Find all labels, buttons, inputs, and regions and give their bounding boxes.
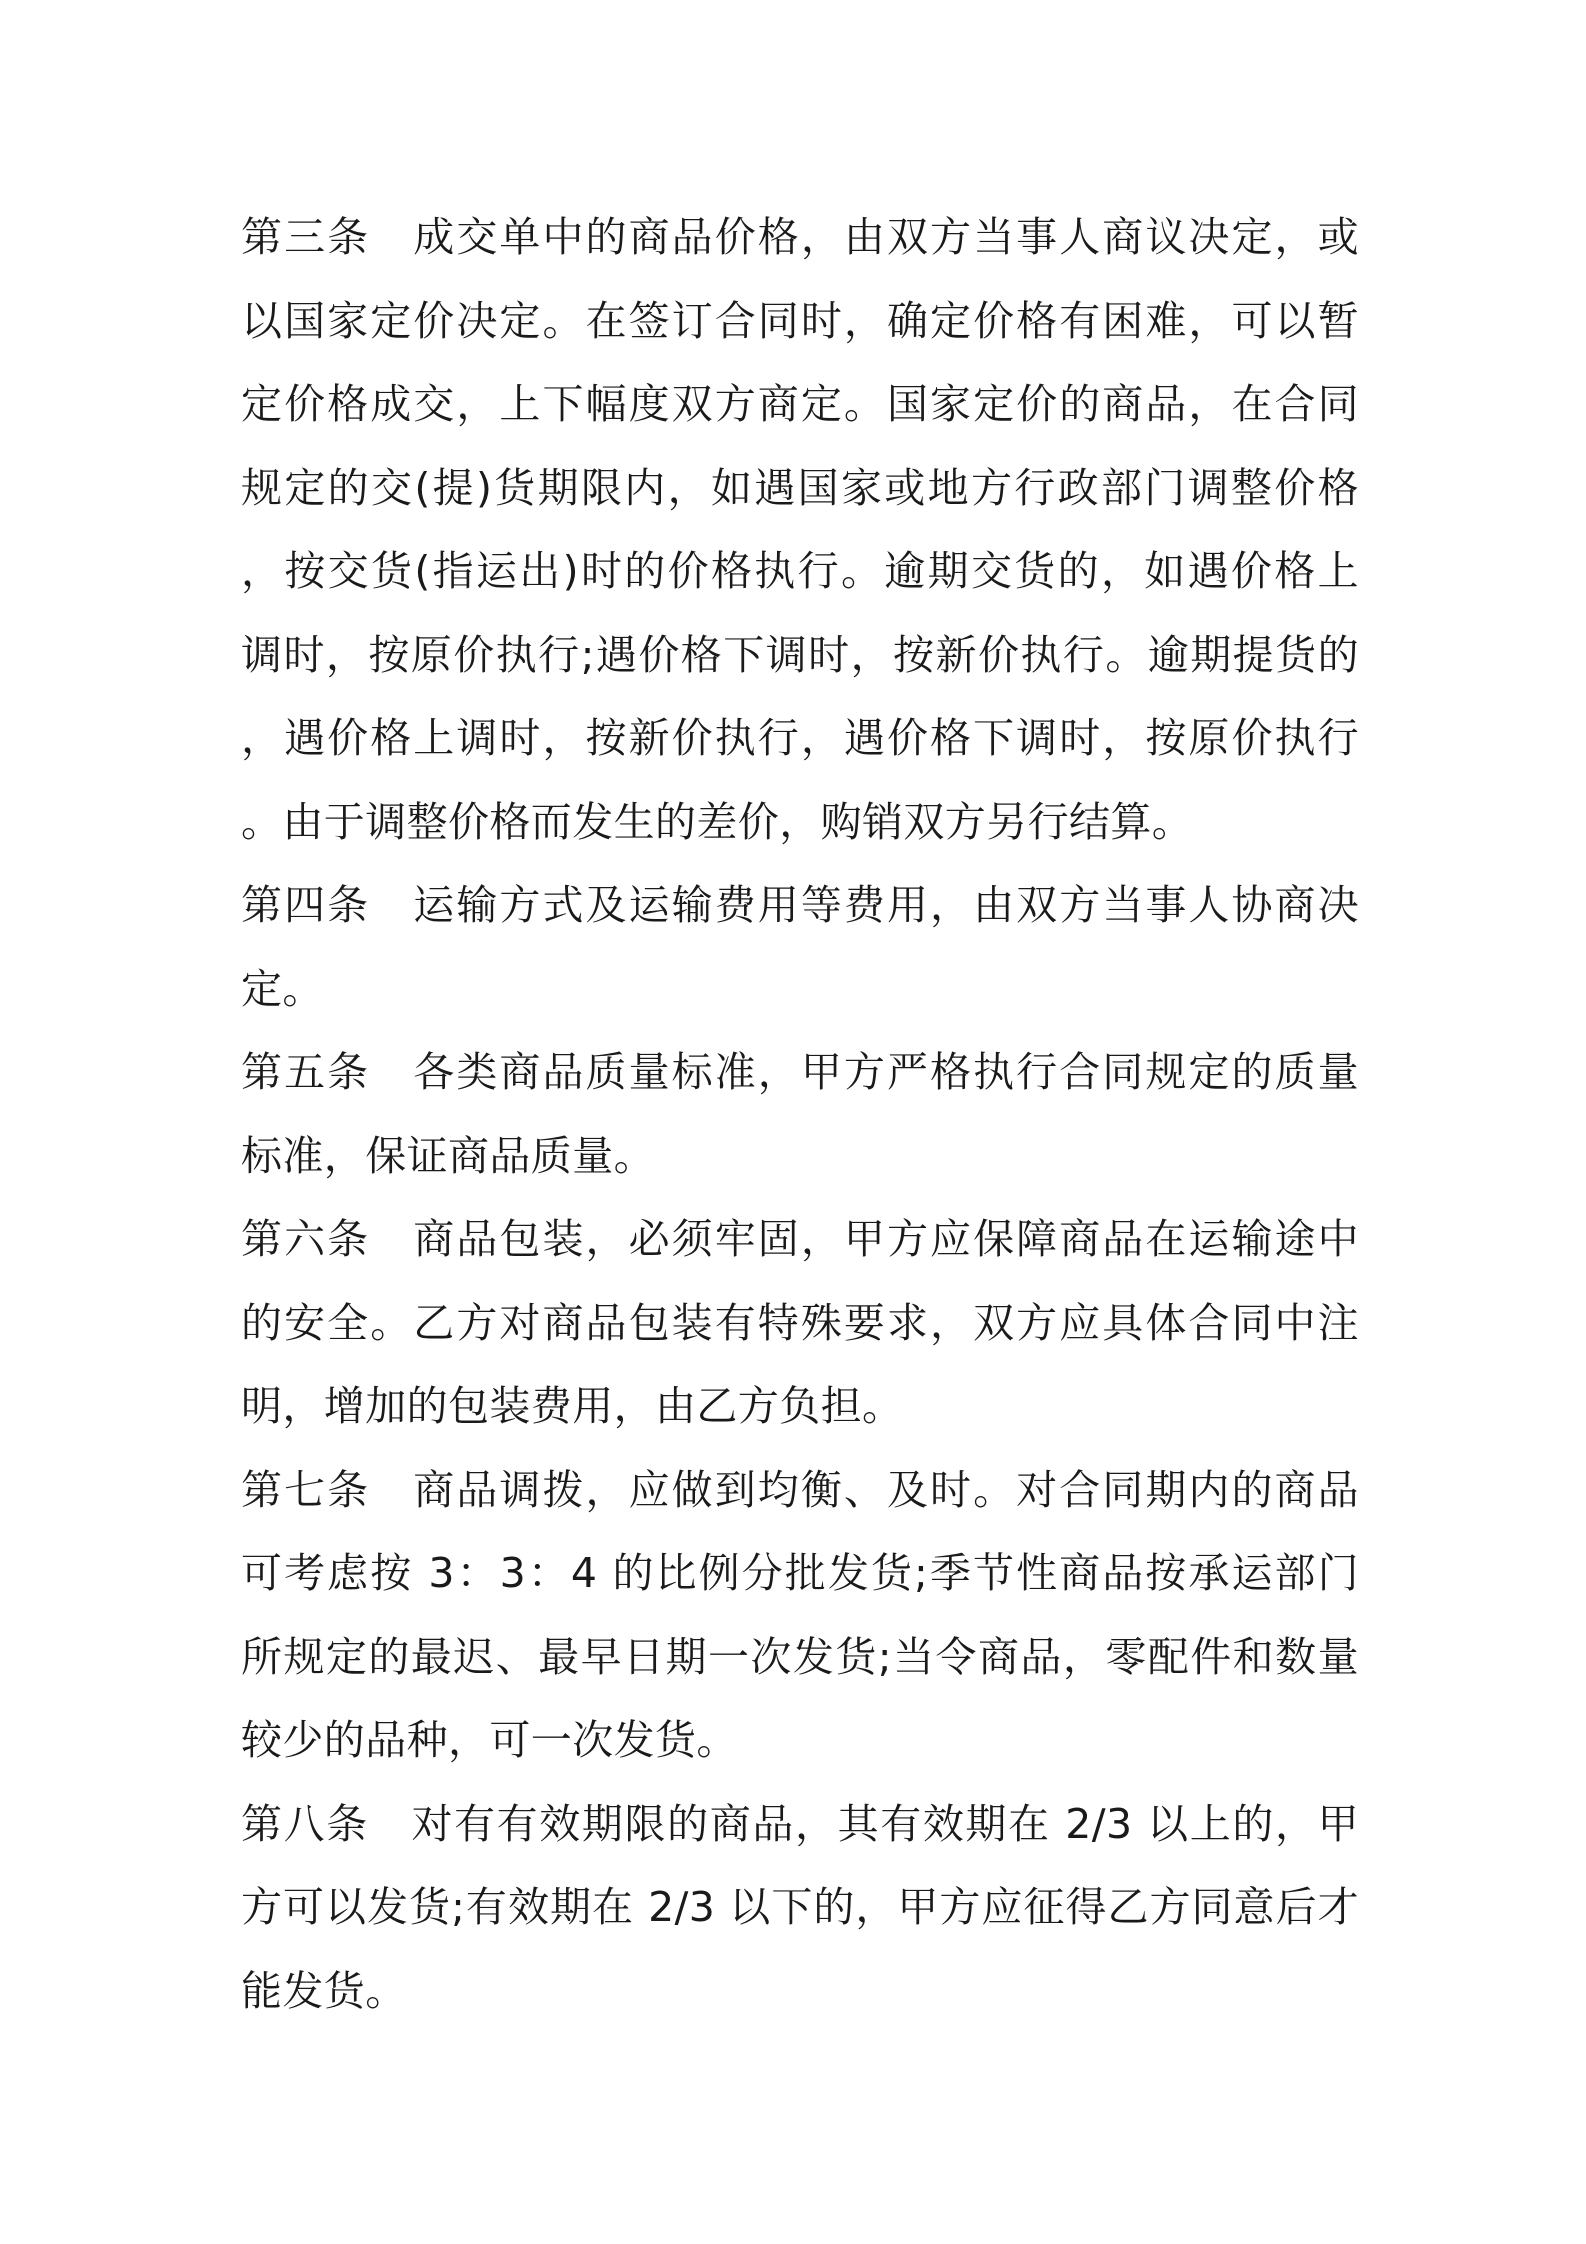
text-line: 第三条 成交单中的商品价格，由双方当事人商议决定，或 — [241, 213, 1359, 261]
contract-text-body — [241, 196, 1359, 2033]
text-line: 的安全。乙方对商品包装有特殊要求，双方应具体合同中注 — [241, 1298, 1359, 1347]
text-line: 第六条 商品包装，必须牢固，甲方应保障商品在运输途中 — [241, 1215, 1359, 1263]
text-line: 标准，保证商品质量。 — [241, 1131, 655, 1180]
text-line: 第五条 各类商品质量标准，甲方严格执行合同规定的质量 — [241, 1048, 1359, 1096]
text-line: ，按交货(指运出)时的价格执行。逾期交货的，如遇价格上 — [241, 547, 1359, 595]
text-line: 以国家定价决定。在签订合同时，确定价格有困难，可以暂 — [241, 296, 1359, 345]
text-line: 所规定的最迟、最早日期一次发货;当令商品，零配件和数量 — [241, 1632, 1359, 1681]
text-line: 方可以发货;有效期在 2/3 以下的，甲方应征得乙方同意后才 — [241, 1883, 1359, 1931]
text-line: 第四条 运输方式及运输费用等费用，由双方当事人协商决 — [241, 881, 1359, 929]
text-line: 可考虑按 3：3：4 的比例分批发货;季节性商品按承运部门 — [241, 1549, 1359, 1597]
text-line: 。由于调整价格而发生的差价，购销双方另行结算。 — [241, 797, 1194, 846]
text-line: 定。 — [241, 964, 324, 1013]
text-line: 明，增加的包装费用，由乙方负担。 — [241, 1382, 904, 1430]
text-line: 定价格成交，上下幅度双方商定。国家定价的商品，在合同 — [241, 380, 1359, 428]
text-line: 调时，按原价执行;遇价格下调时，按新价执行。逾期提货的 — [241, 630, 1359, 679]
text-line: 较少的品种，可一次发货。 — [241, 1716, 738, 1764]
text-line: ，遇价格上调时，按新价执行，遇价格下调时，按原价执行 — [241, 714, 1359, 762]
text-line: 规定的交(提)货期限内，如遇国家或地方行政部门调整价格 — [241, 463, 1359, 512]
text-line: 第七条 商品调拨，应做到均衡、及时。对合同期内的商品 — [241, 1465, 1359, 1514]
text-line: 第八条 对有有效期限的商品，其有效期在 2/3 以上的，甲 — [241, 1799, 1359, 1848]
text-line: 能发货。 — [241, 1966, 407, 2015]
